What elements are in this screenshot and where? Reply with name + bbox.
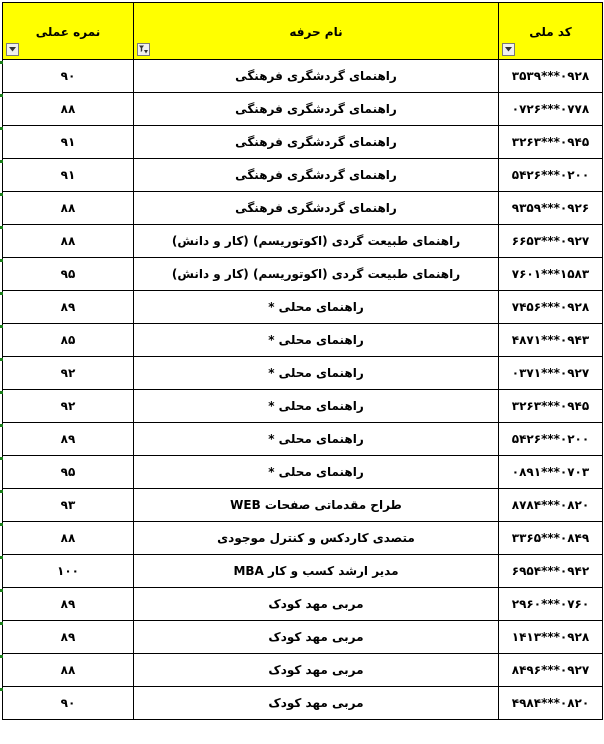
profession-cell[interactable]: راهنمای محلی *	[134, 456, 499, 489]
national-code-cell[interactable]: ۰۹۲۷***۰۳۷۱	[499, 357, 603, 390]
cell-indicator-tick	[0, 457, 3, 460]
cell-indicator-tick	[0, 655, 3, 658]
cell-indicator-tick	[0, 490, 3, 493]
dropdown-arrow-icon	[9, 47, 16, 52]
national-code-cell[interactable]: ۰۹۴۳***۴۸۷۱	[499, 324, 603, 357]
national-code-cell[interactable]: ۰۹۲۸***۷۴۵۶	[499, 291, 603, 324]
national-code-cell[interactable]: ۱۵۸۳***۷۶۰۱	[499, 258, 603, 291]
score-cell[interactable]: ۹۱	[3, 159, 134, 192]
profession-cell[interactable]: راهنمای طبیعت گردی (اکوتوریسم) (کار و دانش)	[134, 258, 499, 291]
score-cell[interactable]: ۹۱	[3, 126, 134, 159]
dropdown-arrow-icon	[505, 47, 512, 52]
cell-indicator-tick	[0, 292, 3, 295]
score-cell[interactable]: ۹۰	[3, 60, 134, 93]
spreadsheet	[2, 2, 602, 720]
profession-cell[interactable]: راهنمای محلی *	[134, 423, 499, 456]
score-cell[interactable]: ۹۲	[3, 390, 134, 423]
national-code-cell[interactable]: ۰۹۲۸***۳۵۳۹	[499, 60, 603, 93]
profession-cell[interactable]: طراح مقدماتی صفحات WEB	[134, 489, 499, 522]
profession-cell[interactable]: راهنمای گردشگری فرهنگی	[134, 192, 499, 225]
profession-cell[interactable]: مدیر ارشد کسب و کار MBA	[134, 555, 499, 588]
cell-indicator-tick	[0, 61, 3, 64]
table-row	[3, 621, 603, 654]
table-row	[3, 291, 603, 324]
filter-funnel-icon	[139, 45, 148, 54]
national-code-cell[interactable]: ۰۸۲۰***۸۷۸۴	[499, 489, 603, 522]
cell-indicator-tick	[0, 325, 3, 328]
profession-cell[interactable]: مربی مهد کودک	[134, 687, 499, 720]
profession-cell[interactable]: مربی مهد کودک	[134, 588, 499, 621]
national-code-cell[interactable]: ۰۹۲۸***۱۴۱۳	[499, 621, 603, 654]
filter-dropdown-button[interactable]	[502, 43, 515, 56]
table-row	[3, 390, 603, 423]
profession-cell[interactable]: راهنمای گردشگری فرهنگی	[134, 159, 499, 192]
header-score	[3, 3, 134, 60]
national-code-cell[interactable]: ۰۹۴۲***۶۹۵۴	[499, 555, 603, 588]
profession-cell[interactable]: مربی مهد کودک	[134, 654, 499, 687]
cell-indicator-tick	[0, 523, 3, 526]
header-code	[499, 3, 603, 60]
table-row	[3, 258, 603, 291]
score-cell[interactable]: ۸۸	[3, 225, 134, 258]
cell-indicator-tick	[0, 127, 3, 130]
cell-indicator-tick	[0, 424, 3, 427]
national-code-cell[interactable]: ۰۷۰۳***۰۸۹۱	[499, 456, 603, 489]
header-name	[134, 3, 499, 60]
national-code-cell[interactable]: ۰۷۶۰***۲۹۶۰	[499, 588, 603, 621]
table-row	[3, 687, 603, 720]
table-row	[3, 159, 603, 192]
score-cell[interactable]: ۸۸	[3, 93, 134, 126]
national-code-cell[interactable]: ۰۸۲۰***۴۹۸۴	[499, 687, 603, 720]
national-code-cell[interactable]: ۰۹۲۶***۹۳۵۹	[499, 192, 603, 225]
cell-indicator-tick	[0, 358, 3, 361]
results-table	[2, 2, 603, 720]
cell-indicator-tick	[0, 556, 3, 559]
table-row	[3, 60, 603, 93]
profession-cell[interactable]: راهنمای محلی *	[134, 324, 499, 357]
cell-indicator-tick	[0, 259, 3, 262]
table-row	[3, 357, 603, 390]
cell-indicator-tick	[0, 688, 3, 691]
profession-cell[interactable]: راهنمای گردشگری فرهنگی	[134, 126, 499, 159]
score-cell[interactable]: ۸۹	[3, 588, 134, 621]
national-code-cell[interactable]: ۰۸۴۹***۳۳۶۵	[499, 522, 603, 555]
score-cell[interactable]: ۱۰۰	[3, 555, 134, 588]
header-row	[3, 3, 603, 60]
profession-cell[interactable]: متصدی کاردکس و کنترل موجودی	[134, 522, 499, 555]
score-cell[interactable]: ۸۸	[3, 654, 134, 687]
cell-indicator-tick	[0, 622, 3, 625]
cell-indicator-tick	[0, 94, 3, 97]
national-code-cell[interactable]: ۰۹۲۷***۶۶۵۳	[499, 225, 603, 258]
cell-indicator-tick	[0, 391, 3, 394]
score-cell[interactable]: ۹۵	[3, 258, 134, 291]
score-cell[interactable]: ۸۸	[3, 522, 134, 555]
table-row	[3, 489, 603, 522]
header-name-label: نام حرفه	[289, 25, 343, 39]
score-cell[interactable]: ۸۹	[3, 621, 134, 654]
score-cell[interactable]: ۸۵	[3, 324, 134, 357]
table-row	[3, 423, 603, 456]
table-row	[3, 522, 603, 555]
profession-cell[interactable]: راهنمای گردشگری فرهنگی	[134, 60, 499, 93]
table-row	[3, 324, 603, 357]
national-code-cell[interactable]: ۰۲۰۰***۵۴۲۶	[499, 423, 603, 456]
cell-indicator-tick	[0, 193, 3, 196]
table-row	[3, 126, 603, 159]
score-cell[interactable]: ۹۵	[3, 456, 134, 489]
header-score-label: نمره عملی	[35, 25, 101, 39]
profession-cell[interactable]: راهنمای محلی *	[134, 390, 499, 423]
score-cell[interactable]: ۸۹	[3, 291, 134, 324]
score-cell[interactable]: ۹۳	[3, 489, 134, 522]
cell-indicator-tick	[0, 160, 3, 163]
table-row	[3, 654, 603, 687]
cell-indicator-tick	[0, 589, 3, 592]
national-code-cell[interactable]: ۰۹۴۵***۳۲۶۳	[499, 390, 603, 423]
cell-indicator-tick	[0, 226, 3, 229]
national-code-cell[interactable]: ۰۹۲۷***۸۴۹۶	[499, 654, 603, 687]
filter-active-button[interactable]	[137, 43, 150, 56]
profession-cell[interactable]: مربی مهد کودک	[134, 621, 499, 654]
score-cell[interactable]: ۹۲	[3, 357, 134, 390]
table-row	[3, 555, 603, 588]
table-row	[3, 456, 603, 489]
profession-cell[interactable]: راهنمای محلی *	[134, 357, 499, 390]
national-code-cell[interactable]: ۰۷۷۸***۰۷۲۶	[499, 93, 603, 126]
profession-cell[interactable]: راهنمای گردشگری فرهنگی	[134, 93, 499, 126]
table-row	[3, 225, 603, 258]
table-row	[3, 192, 603, 225]
table-row	[3, 93, 603, 126]
header-code-label: کد ملی	[529, 25, 572, 39]
score-cell[interactable]: ۹۰	[3, 687, 134, 720]
score-cell[interactable]: ۸۸	[3, 192, 134, 225]
score-cell[interactable]: ۸۹	[3, 423, 134, 456]
table-row	[3, 588, 603, 621]
profession-cell[interactable]: راهنمای محلی *	[134, 291, 499, 324]
profession-cell[interactable]: راهنمای طبیعت گردی (اکوتوریسم) (کار و دانش)	[134, 225, 499, 258]
national-code-cell[interactable]: ۰۲۰۰***۵۴۲۶	[499, 159, 603, 192]
filter-dropdown-button[interactable]	[6, 43, 19, 56]
national-code-cell[interactable]: ۰۹۴۵***۳۲۶۳	[499, 126, 603, 159]
